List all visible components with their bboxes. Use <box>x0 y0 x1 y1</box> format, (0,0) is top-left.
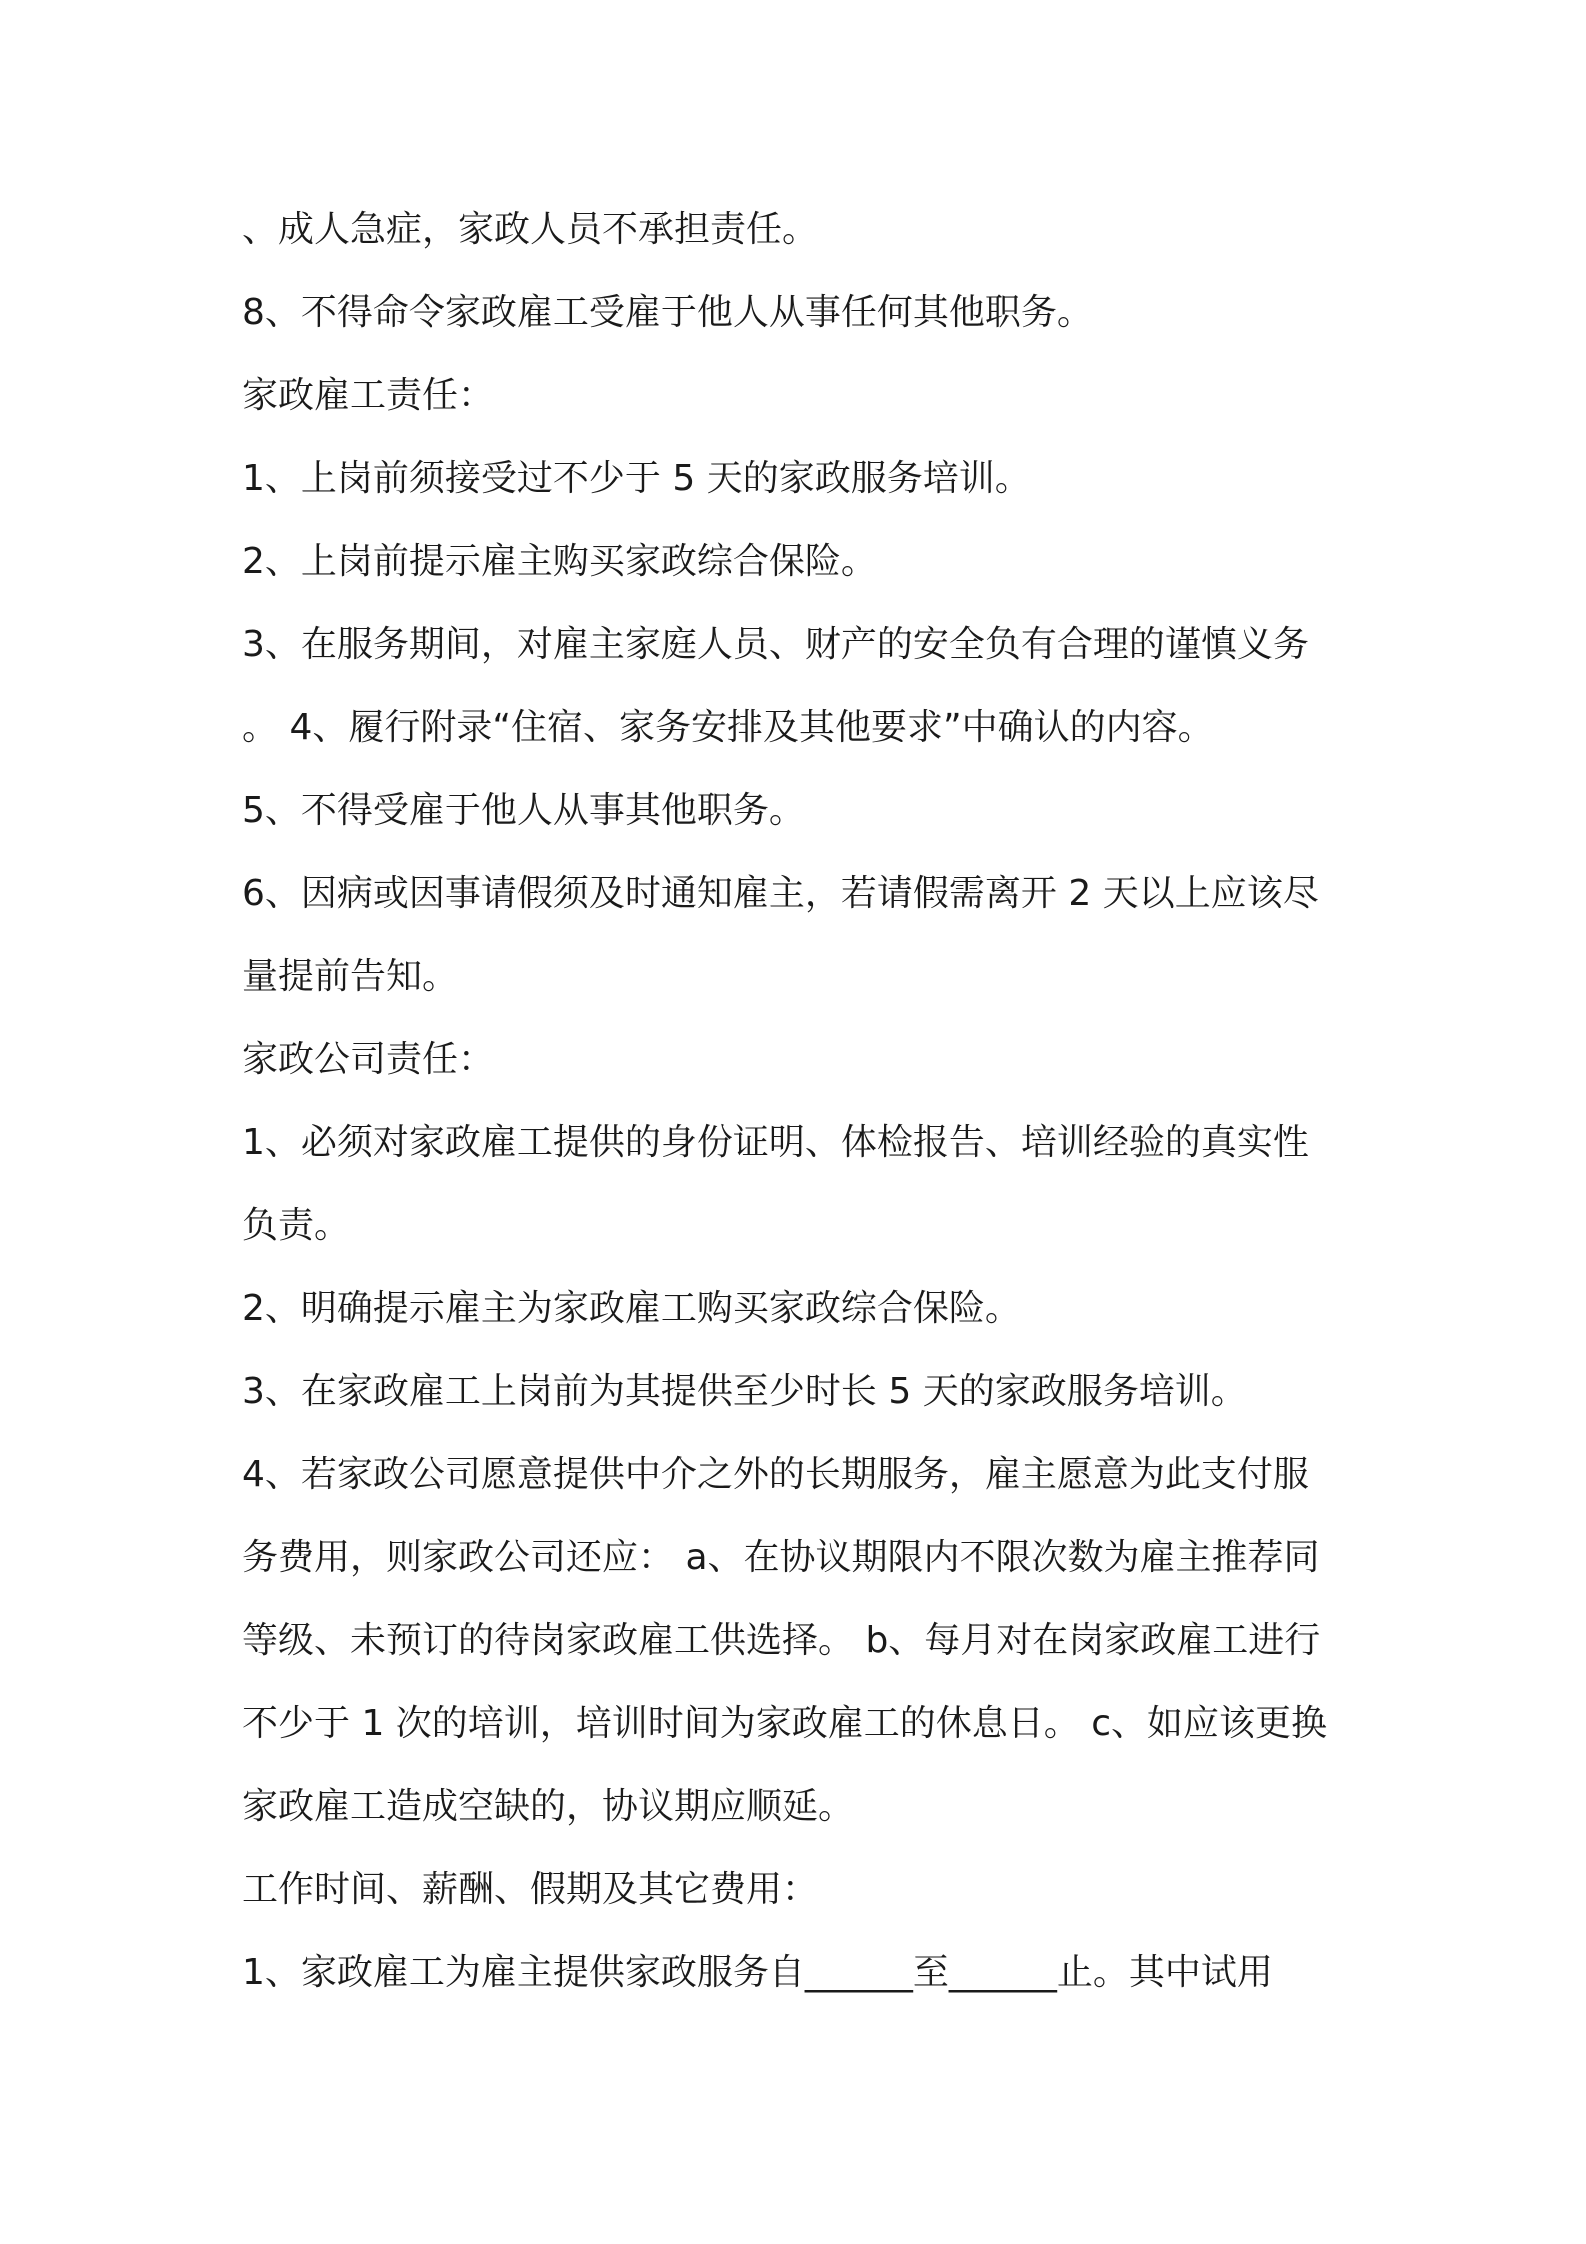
document-body <box>242 188 1352 2014</box>
text-line: 家政雇工造成空缺的，协议期应顺延。 <box>242 1786 855 1827</box>
text-line: 8、不得命令家政雇工受雇于他人从事任何其他职务。 <box>242 292 1093 333</box>
text-line: 1、家政雇工为雇主提供家政服务自______至______止。其中试用 <box>242 1952 1273 1993</box>
section-heading: 家政公司责任： <box>242 1039 495 1080</box>
text-line: 1、必须对家政雇工提供的身份证明、体检报告、培训经验的真实性 <box>242 1122 1309 1163</box>
text-line: 6、因病或因事请假须及时通知雇主，若请假需离开 2 天以上应该尽 <box>242 873 1319 914</box>
text-line: 务费用，则家政公司还应： a、在协议期限内不限次数为雇主推荐同 <box>242 1537 1320 1578</box>
text-line: 量提前告知。 <box>242 956 459 997</box>
text-line: 2、上岗前提示雇主购买家政综合保险。 <box>242 541 877 582</box>
text-line: 1、上岗前须接受过不少于 5 天的家政服务培训。 <box>242 458 1031 499</box>
text-line: 不少于 1 次的培训，培训时间为家政雇工的休息日。 c、如应该更换 <box>242 1703 1328 1744</box>
text-line: 负责。 <box>242 1205 351 1246</box>
text-line: 、成人急症，家政人员不承担责任。 <box>242 209 819 250</box>
text-line: 5、不得受雇于他人从事其他职务。 <box>242 790 805 831</box>
section-heading: 工作时间、薪酬、假期及其它费用： <box>242 1869 819 1910</box>
text-line: 3、在家政雇工上岗前为其提供至少时长 5 天的家政服务培训。 <box>242 1371 1247 1412</box>
text-line: 。 4、履行附录“住宿、家务安排及其他要求”中确认的内容。 <box>242 707 1214 748</box>
text-line: 等级、未预订的待岗家政雇工供选择。 b、每月对在岗家政雇工进行 <box>242 1620 1321 1661</box>
section-heading: 家政雇工责任： <box>242 375 495 416</box>
text-line: 2、明确提示雇主为家政雇工购买家政综合保险。 <box>242 1288 1021 1329</box>
text-line: 4、若家政公司愿意提供中介之外的长期服务，雇主愿意为此支付服 <box>242 1454 1309 1495</box>
text-line: 3、在服务期间，对雇主家庭人员、财产的安全负有合理的谨慎义务 <box>242 624 1309 665</box>
